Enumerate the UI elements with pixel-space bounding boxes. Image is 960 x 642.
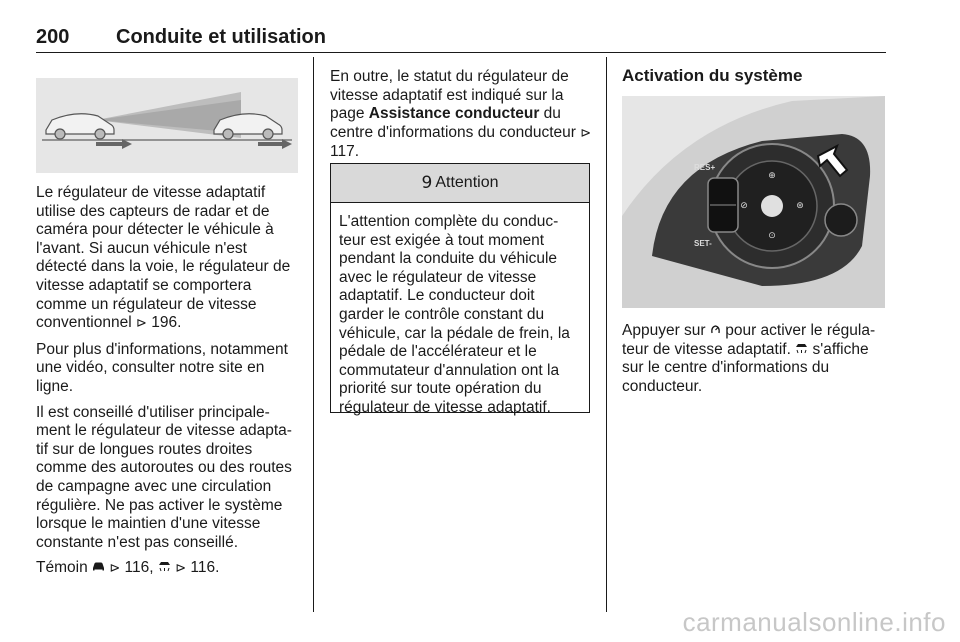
column-divider (606, 57, 607, 612)
adaptive-cruise-icon (795, 341, 808, 358)
watermark: carmanualsonline.info (682, 607, 946, 637)
car-icon (92, 559, 105, 576)
page-ref-arrow-icon: ⊳ (175, 561, 187, 577)
column-divider (313, 57, 314, 612)
middle-column-intro (330, 68, 592, 169)
warning-box (330, 163, 590, 416)
svg-text:⊛: ⊛ (796, 201, 804, 211)
radar-illustration (36, 78, 298, 173)
page-number: 200 (36, 26, 70, 48)
page-reference[interactable]: 196. (151, 314, 182, 332)
paragraph: Le régulateur de vitesse adaptatif utilise des capteurs de radar et de caméra pour détecter le véhicule à l'avant. Si aucun véhicule n'est détecté dans la voie, le régulateur de vitesse adaptatif se comportera comme un régulateur de vitesse conventionnel ⊳ 196. (36, 184, 291, 332)
page-reference[interactable]: 117. (330, 143, 360, 161)
warning-text: L'attention complète du conduc-teur est exigée à tout moment pendant la conduite du véhicule avec le régulateur de vitesse adaptatif. Le conducteur doit garder le contrôle constant du véhicule, car la pédale de frein, la pédale de l'accélérateur et le commutateur d'annulation ont la priorité sur toute opération du régulateur de vitesse adaptatif. (339, 213, 570, 416)
section-title: Activation du système (622, 66, 803, 85)
page-reference[interactable]: 116, (124, 559, 154, 577)
page-reference[interactable]: 116. (190, 559, 220, 577)
right-column-text (622, 322, 886, 403)
adaptive-cruise-button-icon (710, 322, 721, 339)
paragraph (36, 559, 300, 579)
bold-term: Assistance conducteur (368, 105, 540, 123)
car-following-icon (46, 114, 114, 139)
steering-wheel-illustration (622, 96, 885, 308)
temoin-label: Témoin (36, 559, 88, 577)
running-title: Conduite et utilisation (116, 26, 326, 48)
warning-title: Attention (435, 174, 499, 191)
warning-triangle-icon: 9 (421, 173, 433, 193)
distance-button (825, 204, 857, 236)
paragraph: Pour plus d'informations, notamment une vidéo, consulter notre site en ligne. (36, 340, 288, 395)
res-label: RES+ (694, 163, 716, 172)
svg-text:⊘: ⊘ (740, 201, 748, 211)
adaptive-cruise-icon (158, 559, 171, 576)
page-ref-arrow-icon: ⊳ (109, 561, 121, 577)
warning-header (331, 164, 589, 203)
page-header (36, 22, 886, 53)
left-column (36, 184, 300, 586)
center-button (761, 195, 783, 217)
set-label: SET- (694, 239, 712, 248)
svg-text:⊕: ⊕ (768, 171, 776, 181)
svg-text:⊙: ⊙ (768, 231, 776, 241)
paragraph: Appuyer sur pour activer le régula-teur de vitesse adaptatif. s'affiche sur le centre d'informations du conducteur. (622, 322, 876, 395)
page-ref-arrow-icon: ⊳ (580, 125, 592, 141)
paragraph: Il est conseillé d'utiliser principale-ment le régulateur de vitesse adapta-tif sur de longues routes droites comme des autoroutes ou des routes de campagne avec une circulation régulière. Ne pas activer le système lorsque le maintien d'une vitesse constante n'est pas conseillé. (36, 403, 292, 551)
paragraph: En outre, le statut du régulateur de vitesse adaptatif est indiqué sur la page Assistance conducteur du centre d'informations du conducteur ⊳ 117. (330, 68, 592, 161)
page-ref-arrow-icon: ⊳ (135, 316, 147, 332)
